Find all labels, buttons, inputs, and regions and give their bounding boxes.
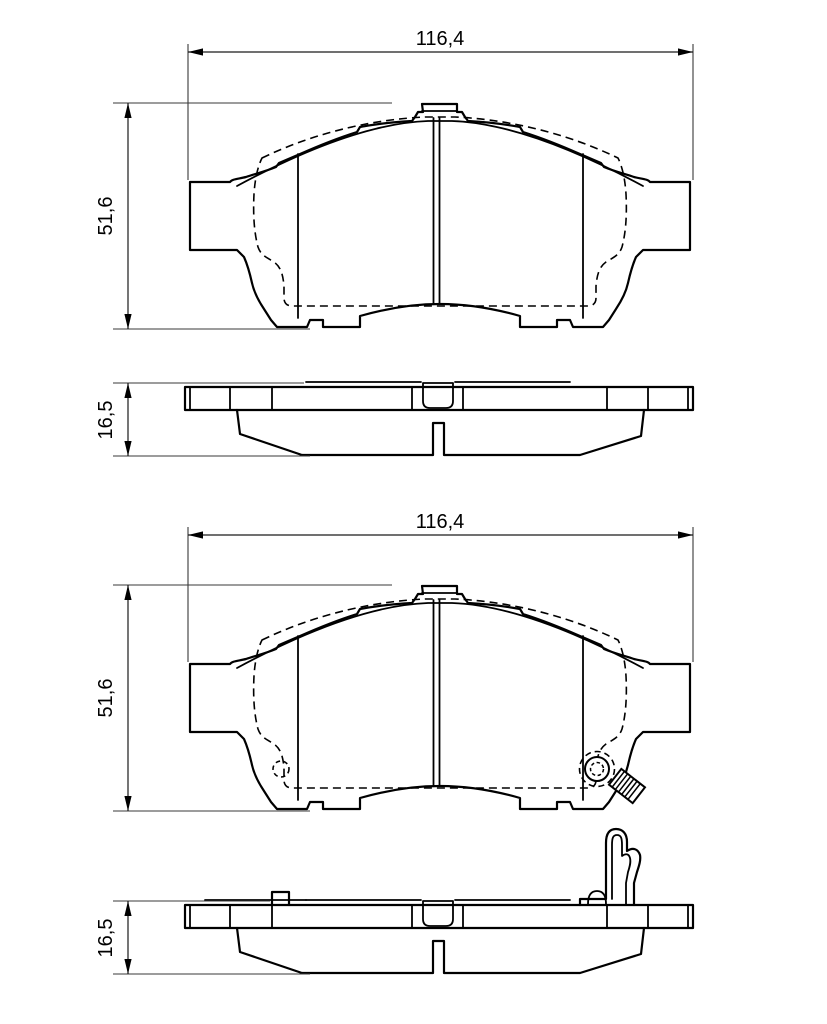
pad1-front-view — [190, 104, 690, 327]
extension-line — [113, 901, 310, 974]
extension-line — [188, 527, 693, 662]
arrow-top — [124, 383, 131, 398]
dimension-thickness-figure1 — [95, 383, 310, 456]
thickness-label-figure1: 16,5 — [95, 400, 117, 440]
arrow-top — [124, 585, 131, 600]
side-locating-tab — [272, 892, 289, 905]
rivet-hole — [273, 761, 289, 777]
arrow-bottom — [124, 959, 131, 974]
pad2-side-view — [185, 900, 693, 973]
sensor-body-circle — [585, 757, 609, 781]
width-label-figure1: 116,4 — [415, 28, 465, 50]
wear-indicator-clip — [580, 829, 640, 905]
pad2-side-features — [205, 829, 640, 905]
arrow-left — [188, 531, 203, 538]
arrow-right — [678, 48, 693, 55]
width-label-figure2: 116,4 — [415, 511, 465, 533]
clip-outer — [580, 829, 640, 905]
dimension-thickness-figure2 — [95, 901, 310, 974]
arrow-top — [124, 103, 131, 118]
pad2-front-features — [273, 752, 645, 804]
height-label-figure1: 51,6 — [95, 196, 117, 236]
pad1-side-view — [185, 382, 693, 455]
thickness-label-figure2: 16,5 — [95, 918, 117, 958]
extension-line — [113, 383, 310, 456]
arrow-left — [188, 48, 203, 55]
arrow-top — [124, 901, 131, 916]
extension-line — [188, 44, 693, 180]
height-label-figure2: 51,6 — [95, 678, 117, 718]
arrow-bottom — [124, 441, 131, 456]
clip-dome — [588, 891, 606, 904]
arrow-bottom — [124, 796, 131, 811]
arrow-bottom — [124, 314, 131, 329]
arrow-right — [678, 531, 693, 538]
